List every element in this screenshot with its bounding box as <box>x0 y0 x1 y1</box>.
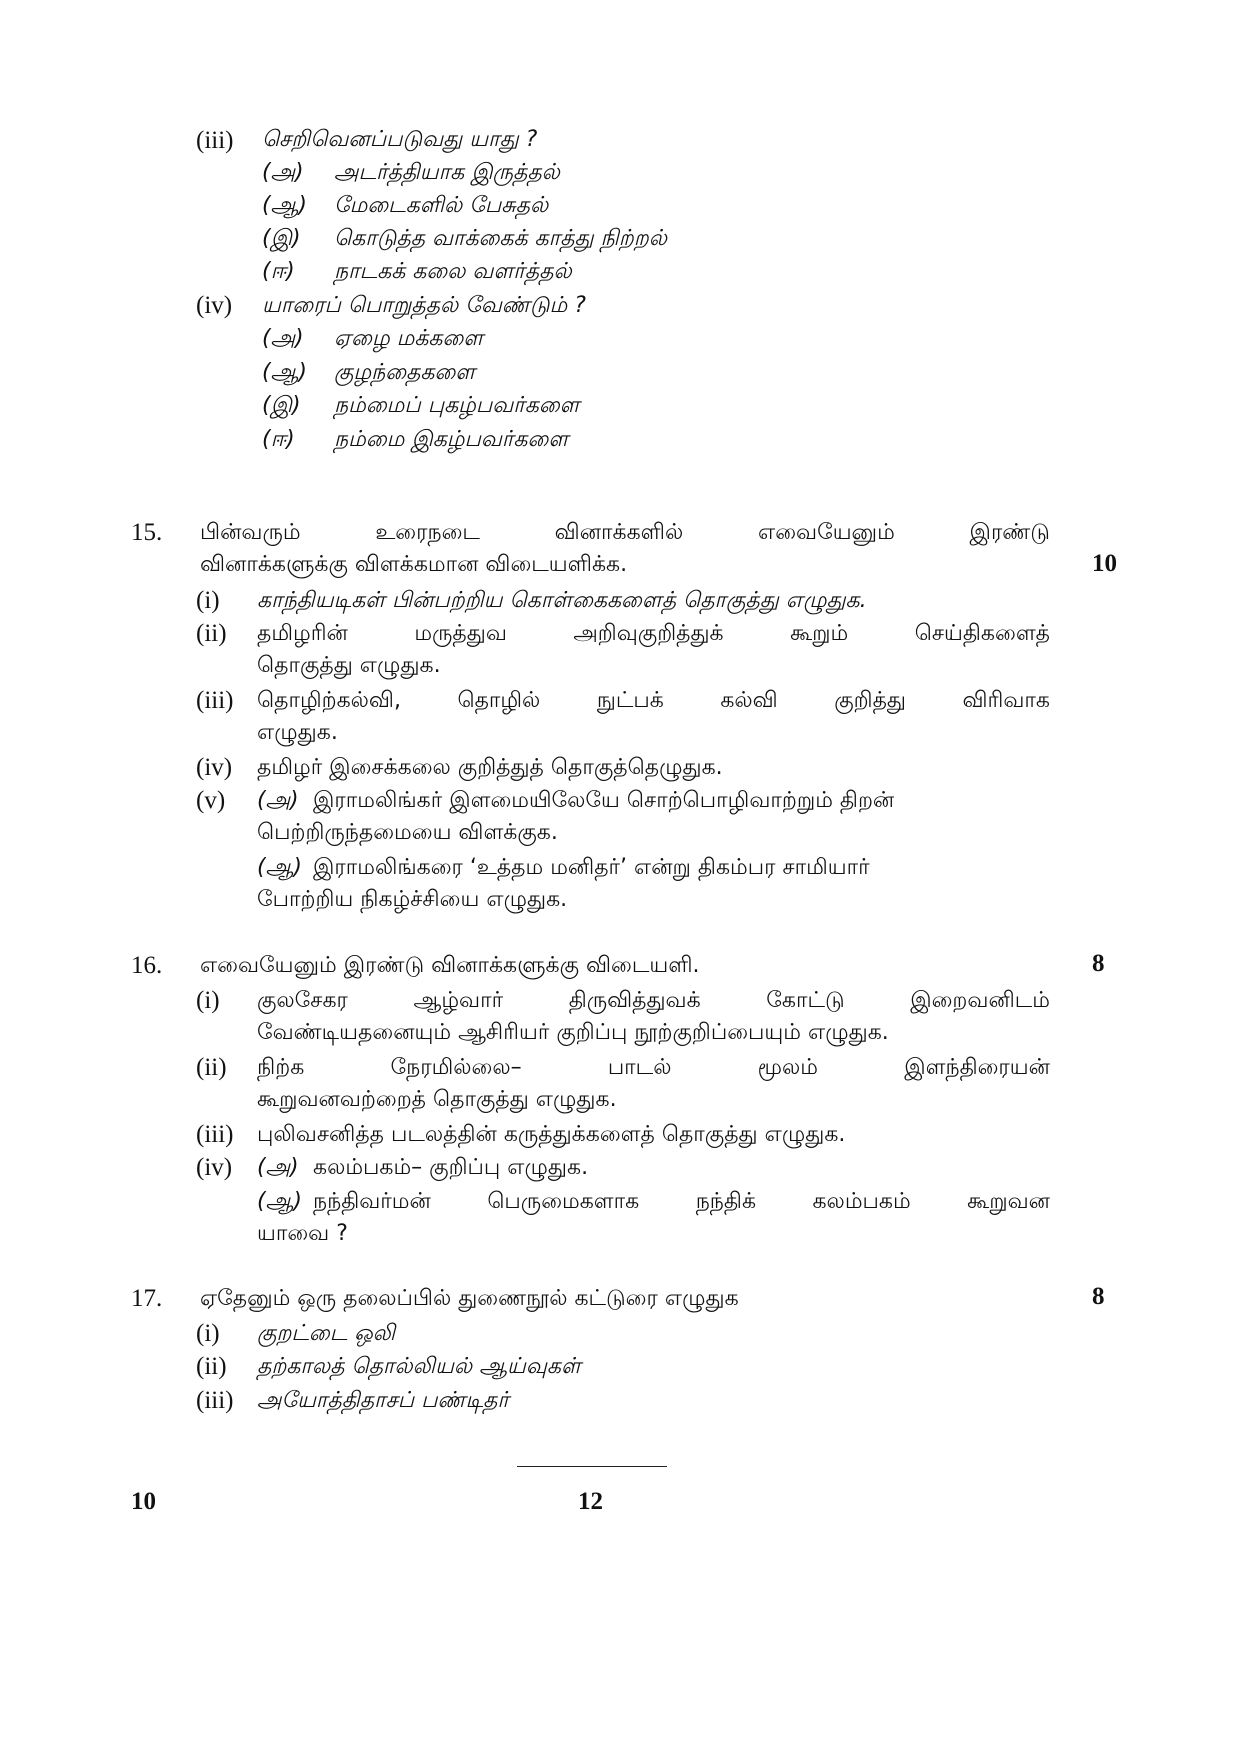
q17-marks: 8 <box>1092 1283 1105 1310</box>
q14-iv-opt-c-label: (இ) <box>262 393 301 418</box>
q16-ii-word: நிற்க <box>257 1055 305 1080</box>
q15-ii-word: மருத்துவ <box>414 621 507 646</box>
q15-v-a-line2: பெற்றிருந்தமையை விளக்குக. <box>257 820 558 845</box>
q14-iv-opt-a-text: ஏழை மக்களை <box>334 326 484 351</box>
q15-ii-word: செய்திகளைத் <box>914 621 1050 646</box>
q14-iii-opt-d-label: (ஈ) <box>262 259 295 284</box>
q16-ii-line1 <box>257 1052 1050 1084</box>
q15-heading-word: உரைநடை <box>375 520 480 545</box>
q15-iii-word: தொழிற்கல்வி, <box>257 688 401 713</box>
q16-iii-number: (iii) <box>196 1121 234 1148</box>
q15-v-a-label: (அ) <box>257 788 299 813</box>
q15-iii-word: தொழில் <box>457 688 541 713</box>
q16-marks: 8 <box>1092 950 1105 977</box>
q15-i-number: (i) <box>196 587 220 614</box>
q15-iii-number: (iii) <box>196 687 234 714</box>
q14-iv-opt-d-label: (ஈ) <box>262 427 295 452</box>
q16-iv-b-line1 <box>313 1186 1050 1218</box>
q16-number: 16. <box>131 952 163 979</box>
q15-marks: 10 <box>1092 550 1117 577</box>
q14-iii-opt-b-label: (ஆ) <box>262 193 307 218</box>
q15-ii-word: அறிவுகுறித்துக் <box>573 621 724 646</box>
q15-iv-number: (iv) <box>196 754 233 781</box>
q17-ii-number: (ii) <box>196 1353 227 1380</box>
q17-number: 17. <box>131 1285 163 1312</box>
q15-heading-word: இரண்டு <box>969 520 1050 545</box>
q15-heading-word: வினாக்களில் <box>554 520 684 545</box>
q16-i-word: இறைவனிடம் <box>910 988 1050 1013</box>
q15-iii-word: நுட்பக் <box>596 688 664 713</box>
q14-iii-opt-d-text: நாடகக் கலை வளர்த்தல் <box>334 259 572 284</box>
page-number: 12 <box>578 1488 603 1515</box>
q15-v-b-line1: இராமலிங்கரை ‘உத்தம மனிதர்’ என்று திகம்பர சாமியார் <box>313 855 870 880</box>
q15-v-a-line1: இராமலிங்கர் இளமையிலேயே சொற்பொழிவாற்றும் திறன் <box>313 788 895 813</box>
q14-iv-number: (iv) <box>196 292 233 319</box>
q15-heading-line2: வினாக்களுக்கு விளக்கமான விடையளிக்க. <box>200 552 628 577</box>
end-divider <box>517 1466 667 1467</box>
q14-iv-opt-a-label: (அ) <box>262 326 304 351</box>
q16-iv-b-word: கூறுவன <box>967 1189 1050 1214</box>
q17-heading: ஏதேனும் ஒரு தலைப்பில் துணைநூல் கட்டுரை எழுதுக <box>200 1286 739 1311</box>
q15-iii-word: கல்வி <box>720 688 778 713</box>
q14-iii-opt-a-text: அடர்த்தியாக இருத்தல் <box>334 160 560 185</box>
q17-i-number: (i) <box>196 1320 220 1347</box>
q16-ii-word: பாடல் <box>607 1055 672 1080</box>
q16-i-word: ஆழ்வார் <box>413 988 504 1013</box>
q16-i-word: திருவித்துவக் <box>568 988 701 1013</box>
q16-iii-text: புலிவசனித்த படலத்தின் கருத்துக்களைத் தொகுத்து எழுதுக. <box>257 1122 846 1147</box>
q15-heading-word: எவையேனும் <box>758 520 895 545</box>
q14-iv-opt-b-text: குழந்தைகளை <box>334 360 476 385</box>
q14-iv-question: யாரைப் பொறுத்தல் வேண்டும் ? <box>262 293 586 318</box>
q16-iv-b-word: பெருமைகளாக <box>487 1189 640 1214</box>
q15-iv-text: தமிழர் இசைக்கலை குறித்துத் தொகுத்தெழுதுக. <box>257 755 723 780</box>
q15-i-text: காந்தியடிகள் பின்பற்றிய கொள்கைகளைத் தொகுத்து எழுதுக. <box>257 588 867 613</box>
q14-iv-opt-d-text: நம்மை இகழ்பவர்களை <box>334 427 569 452</box>
q16-iv-b-word: நந்திவர்மன் <box>313 1189 431 1214</box>
q15-iii-line1 <box>257 685 1050 717</box>
q15-iii-word: குறித்து <box>834 688 906 713</box>
q16-i-number: (i) <box>196 987 220 1014</box>
q15-heading-line1 <box>200 517 1050 549</box>
q14-iii-opt-c-text: கொடுத்த வாக்கைக் காத்து நிற்றல் <box>334 226 667 251</box>
q16-iv-b-label: (ஆ) <box>257 1189 302 1214</box>
q16-ii-word: மூலம் <box>757 1055 818 1080</box>
q16-iv-b-word: கலம்பகம் <box>812 1189 911 1214</box>
q15-ii-line1 <box>257 618 1050 650</box>
q15-ii-word: கூறும் <box>790 621 849 646</box>
q16-i-line1 <box>257 985 1050 1017</box>
q15-iii-word: விரிவாக <box>962 688 1050 713</box>
q16-iv-b-line2: யாவை ? <box>257 1221 348 1246</box>
q15-iii-line2: எழுதுக. <box>257 720 338 745</box>
footer-code: 10 <box>131 1488 156 1515</box>
q16-ii-word: நேரமில்லை– <box>390 1055 522 1080</box>
q16-iv-b-word: நந்திக் <box>695 1189 757 1214</box>
q15-v-b-label: (ஆ) <box>257 855 302 880</box>
q16-iv-number: (iv) <box>196 1154 233 1181</box>
q15-ii-number: (ii) <box>196 620 227 647</box>
q14-iv-opt-b-label: (ஆ) <box>262 360 307 385</box>
q16-i-line2: வேண்டியதனையும் ஆசிரியர் குறிப்பு நூற்குறிப்பையும் எழுதுக. <box>257 1020 889 1045</box>
q15-ii-word: தமிழரின் <box>257 621 348 646</box>
q16-ii-word: இளந்திரையன் <box>904 1055 1050 1080</box>
q14-iii-number: (iii) <box>196 127 234 154</box>
q15-number: 15. <box>131 519 163 546</box>
q15-v-b-line2: போற்றிய நிகழ்ச்சியை எழுதுக. <box>257 887 568 912</box>
q14-iii-opt-c-label: (இ) <box>262 226 301 251</box>
q16-iv-a-label: (அ) <box>257 1155 299 1180</box>
q16-i-word: குலசேகர <box>257 988 348 1013</box>
q14-iii-row <box>196 124 234 157</box>
q15-heading-word: பின்வரும் <box>200 520 301 545</box>
q17-i-text: குறட்டை ஒலி <box>257 1321 396 1346</box>
q17-iii-text: அயோத்திதாசப் பண்டிதர் <box>257 1388 509 1413</box>
q15-ii-line2: தொகுத்து எழுதுக. <box>257 653 441 678</box>
q14-iii-opt-a-label: (அ) <box>262 160 304 185</box>
q16-iv-a-text: கலம்பகம்– குறிப்பு எழுதுக. <box>313 1155 589 1180</box>
q14-iii-opt-b-text: மேடைகளில் பேசுதல் <box>334 193 549 218</box>
q17-ii-text: தற்காலத் தொல்லியல் ஆய்வுகள் <box>257 1354 581 1379</box>
q15-v-number: (v) <box>196 787 226 814</box>
q14-iv-opt-c-text: நம்மைப் புகழ்பவர்களை <box>334 393 580 418</box>
q17-iii-number: (iii) <box>196 1387 234 1414</box>
q16-heading: எவையேனும் இரண்டு வினாக்களுக்கு விடையளி. <box>200 953 700 978</box>
q16-ii-number: (ii) <box>196 1054 227 1081</box>
q16-i-word: கோட்டு <box>766 988 845 1013</box>
q16-ii-line2: கூறுவனவற்றைத் தொகுத்து எழுதுக. <box>257 1087 617 1112</box>
q14-iii-question: செறிவெனப்படுவது யாது ? <box>262 127 538 152</box>
